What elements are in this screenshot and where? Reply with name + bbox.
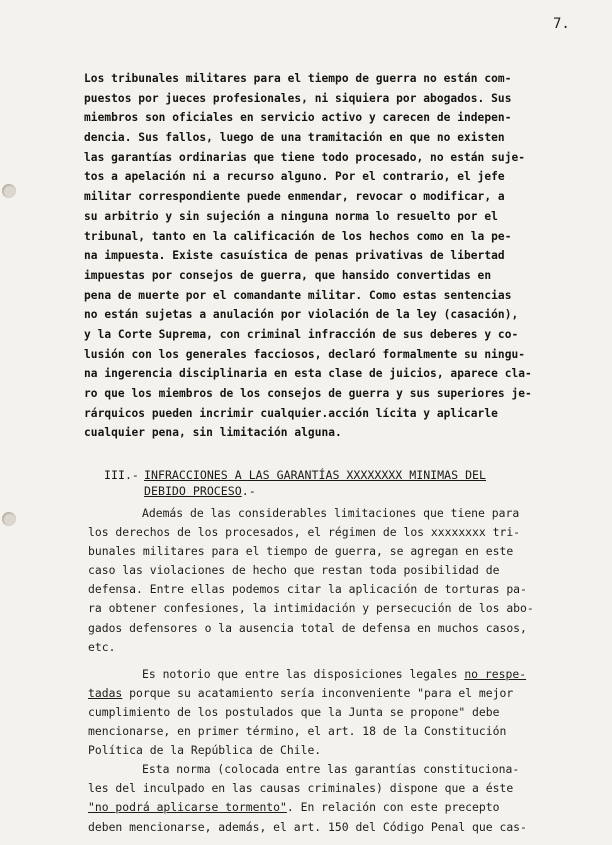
text-line: Los tribunales militares para el tiempo de guerra no están com-: [84, 72, 512, 85]
text-line: bunales militares para el tiempo de guerra, se agregan en este: [88, 544, 514, 559]
text-line: defensa. Entre ellas podemos citar la aplicación de torturas pa-: [88, 582, 527, 597]
text-run: porque su acatamiento sería inconveniente "para el mejor: [122, 685, 514, 700]
text-line: miembros son oficiales en servicio activo y carecen de indepen-: [84, 111, 512, 125]
text-line: no están sujetas a anulación por violación de la ley (casación),: [84, 308, 519, 322]
body-text: [88, 504, 588, 837]
section-number: III.-: [104, 468, 139, 482]
text-line: les del inculpado en las causas criminales) dispone que a éste: [88, 781, 514, 796]
text-line: na impuesta. Existe casuística de penas privativas de libertad: [84, 249, 505, 263]
text-line: caso las violaciones de hecho que restan toda posibilidad de: [88, 563, 500, 578]
punch-hole-top: [2, 184, 16, 198]
underlined-text: "no podrá aplicarse tormento": [88, 800, 287, 815]
text-line: cumplimiento de los postulados que la Junta se propone" debe: [88, 704, 500, 719]
section-heading: [104, 467, 574, 499]
text-line: [88, 798, 588, 817]
page-number: 7.: [553, 16, 570, 32]
text-line: Además de las considerables limitaciones que tiene para: [142, 506, 520, 520]
punch-hole-bottom: [2, 512, 16, 526]
text-line: su arbitrio y sin sujeción a ninguna norma lo resuelto por el: [84, 209, 498, 223]
text-line: Política de la República de Chile.: [88, 743, 322, 758]
text-line: cualquier pena, sin limitación alguna.: [84, 426, 342, 440]
text-line: pena de muerte por el comandante militar. Como estas sentencias: [84, 288, 512, 302]
text-line: rárquicos pueden incrimir cualquier.acción lícita y aplicarle: [84, 406, 498, 420]
text-line: militar correspondiente puede enmendar, revocar o modificar, a: [84, 190, 505, 204]
text-line: los derechos de los procesados, el régimen de los xxxxxxxx tri-: [88, 525, 521, 540]
section-title-line1: INFRACCIONES A LAS GARANTÍAS XXXXXXXX MINIMAS DEL: [144, 468, 487, 482]
text-line: na ingerencia disciplinaria en esta clase de juicios, aparece cla-: [84, 367, 532, 381]
text-line: ro que los miembros de los consejos de guerra y sus superiores je-: [84, 387, 532, 400]
text-line: puestos por jueces profesionales, ni siquiera por abogados. Sus: [84, 91, 512, 105]
text-line: tos a apelación ni a recurso alguno. Por el contrario, el jefe: [84, 170, 505, 184]
text-line: dencia. Sus fallos, luego de una tramitación en que no existen: [84, 131, 505, 145]
text-line: Esta norma (colocada entre las garantías constituciona-: [142, 762, 520, 777]
text-line: lusión con los generales facciosos, declaró formalmente su ningu-: [84, 347, 526, 361]
text-line: y la Corte Suprema, con criminal infracción de sus deberes y co-: [84, 327, 519, 341]
text-line: etc.: [88, 639, 116, 654]
text-line: tribunal, tanto en la calificación de los hechos como en la pe-: [84, 229, 512, 243]
text-line: [88, 684, 588, 703]
section-title-suffix: .-: [241, 484, 256, 498]
text-line: deben mencionarse, además, el art. 150 del Código Penal que cas-: [88, 819, 527, 834]
section-title-line2: DEBIDO PROCESO: [144, 484, 242, 498]
text-line: ra obtener confesiones, la intimidación y persecución de los abo-: [88, 601, 534, 616]
text-line: mencionarse, en primer término, el art. 18 de la Constitución: [88, 724, 507, 739]
text-run: . En relación con este precepto: [286, 800, 500, 815]
text-line: gados defensores o la ausencia total de defensa en muchos casos,: [88, 620, 527, 635]
underlined-text: tadas: [88, 685, 123, 700]
text-run: Es notorio que entre las disposiciones legales: [142, 666, 465, 681]
paragraph-tribunales: [84, 69, 579, 443]
paragraph-gap: [88, 657, 588, 665]
text-line: impuestas por consejos de guerra, que hansido convertidas en: [84, 268, 492, 282]
underlined-text: no respe-: [464, 666, 527, 681]
text-line: las garantías ordinarias que tiene todo procesado, no están suje-: [84, 150, 526, 164]
text-line: [88, 665, 588, 684]
